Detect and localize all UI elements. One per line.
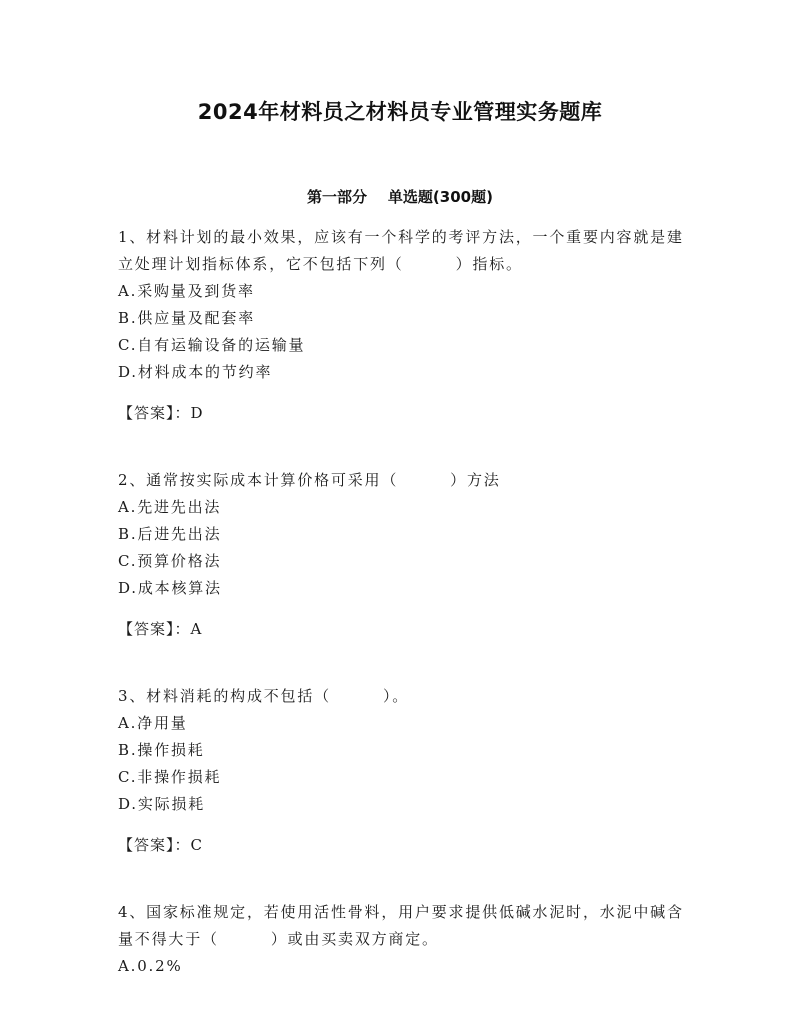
option-d: D.成本核算法 <box>118 579 222 597</box>
option-a: A.净用量 <box>118 714 188 732</box>
question-stem-text-end: ）。 <box>382 687 410 705</box>
option-c: C.非操作损耗 <box>118 768 222 786</box>
option-c: C.预算价格法 <box>118 552 222 570</box>
question-4 <box>118 899 688 980</box>
question-1 <box>118 224 688 427</box>
question-stem <box>118 467 688 494</box>
option-b: B.操作损耗 <box>118 741 205 759</box>
answer-label: 【答案】： <box>118 620 191 638</box>
question-stem <box>118 899 688 953</box>
section-title-text: 第一部分 单选题(300题) <box>307 188 493 206</box>
section-title <box>0 186 800 207</box>
question-3 <box>118 683 688 859</box>
option-b: B.供应量及配套率 <box>118 309 255 327</box>
question-stem <box>118 683 688 710</box>
option-a: A.先进先出法 <box>118 498 222 516</box>
answer-label: 【答案】： <box>118 836 191 854</box>
answer-line <box>118 616 688 643</box>
answer-value: C <box>190 836 203 854</box>
question-stem-text-end: ）指标。 <box>455 255 523 273</box>
option-d: D.实际损耗 <box>118 795 206 813</box>
page-title: 2024年材料员之材料员专业管理实务题库 <box>197 100 603 124</box>
option-c: C.自有运输设备的运输量 <box>118 336 306 354</box>
option-a: A.采购量及到货率 <box>118 282 255 300</box>
question-stem-text-end: ）或由买卖双方商定。 <box>270 930 439 948</box>
question-stem-text-end: ）方法 <box>450 471 501 489</box>
question-2 <box>118 467 688 643</box>
option-b: B.后进先出法 <box>118 525 222 543</box>
question-list <box>118 224 688 1020</box>
answer-value: D <box>190 404 204 422</box>
question-stem-text: 3、材料消耗的构成不包括（ <box>118 687 331 705</box>
question-stem <box>118 224 688 278</box>
answer-line <box>118 832 688 859</box>
question-stem-text: 1、材料计划的最小效果，应该有一个科学的考评方法，一个重要内容就是建立处理计划指标体系，它不包括下列（ <box>118 228 684 273</box>
option-a: A.0.2% <box>118 957 183 975</box>
question-stem-text: 4、国家标准规定，若使用活性骨料，用户要求提供低碱水泥时，水泥中碱含量不得大于（ <box>118 903 684 948</box>
option-d: D.材料成本的节约率 <box>118 363 273 381</box>
answer-value: A <box>190 620 203 638</box>
question-stem-text: 2、通常按实际成本计算价格可采用（ <box>118 471 399 489</box>
answer-line <box>118 400 688 427</box>
answer-label: 【答案】： <box>118 404 191 422</box>
